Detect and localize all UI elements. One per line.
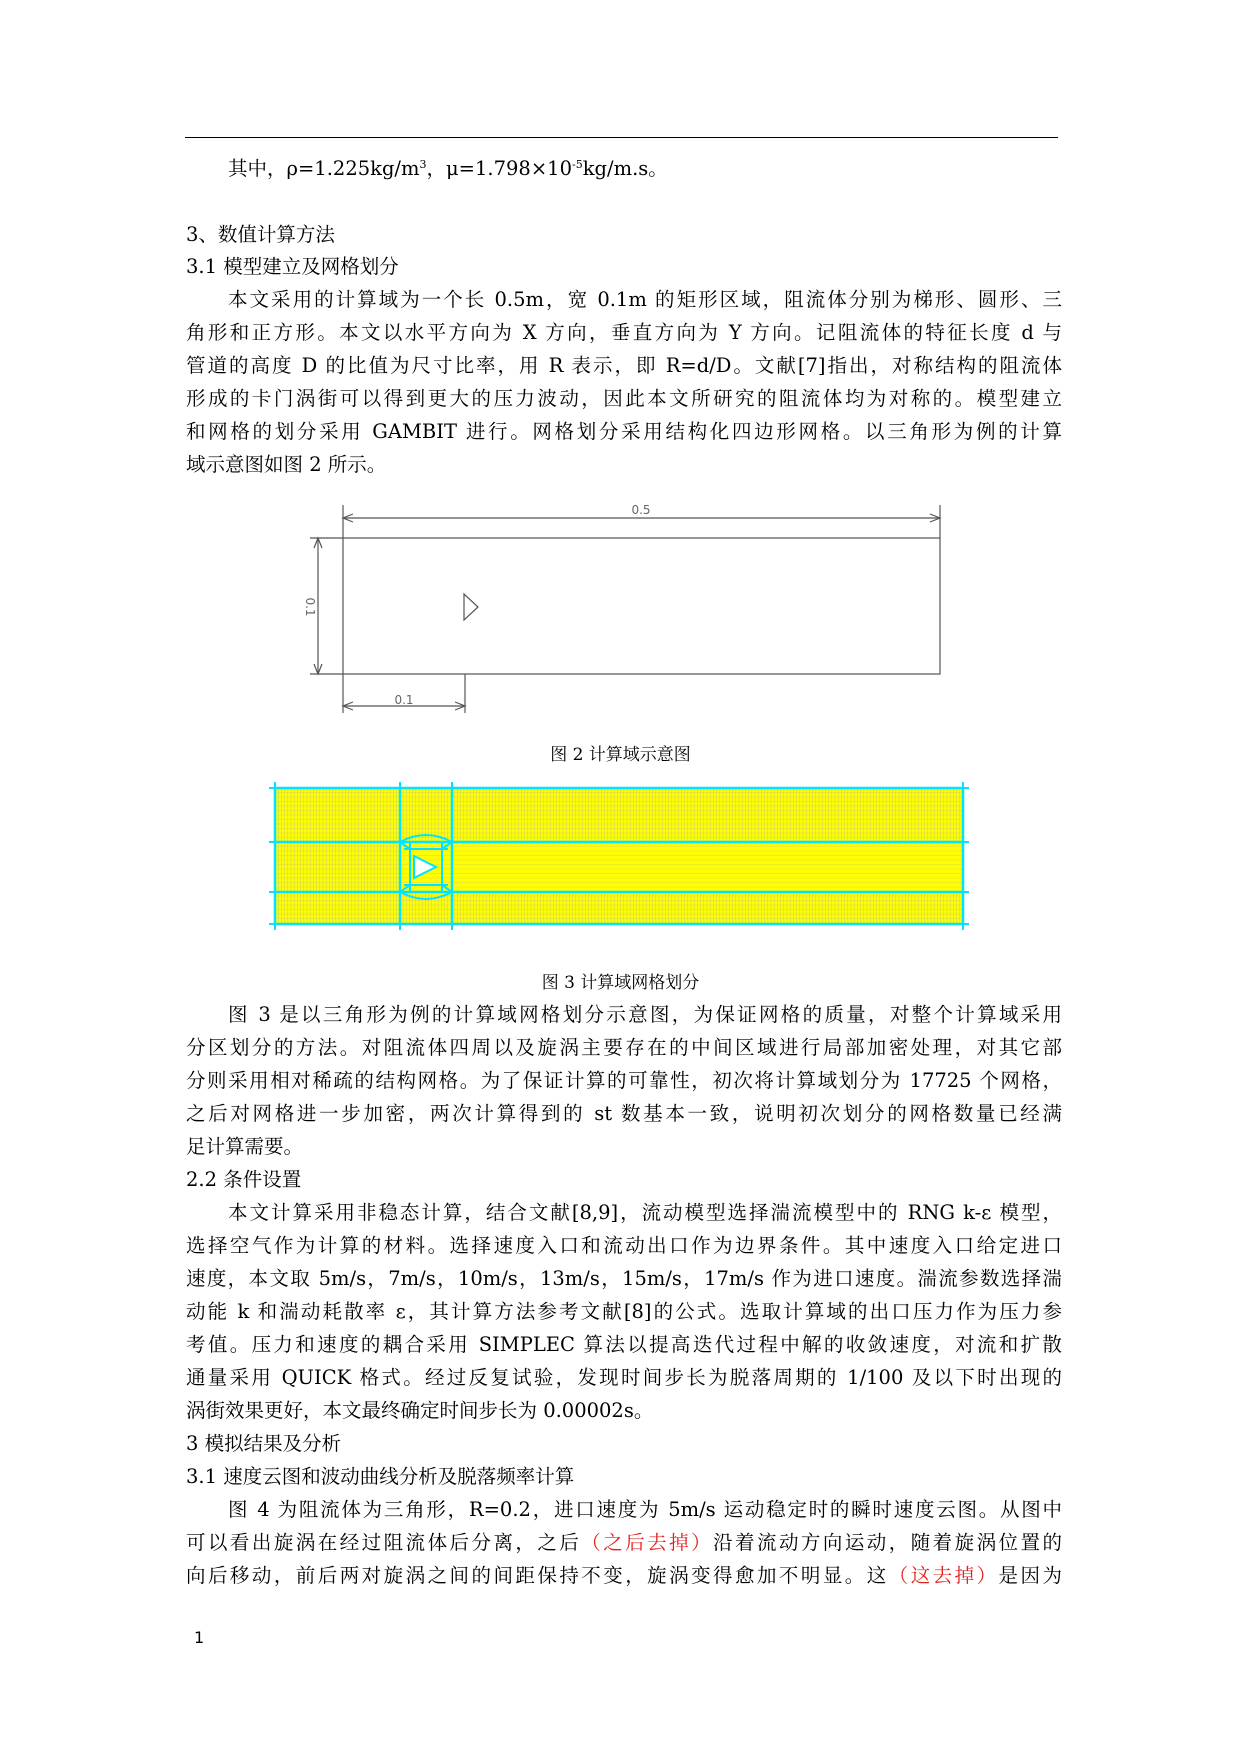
figure-2-caption: 图 2 计算域示意图 [550,745,691,765]
dim-offset-label: 0.1 [394,693,414,707]
dim-length-label: 0.5 [631,503,651,517]
para3-line: 考值。压力和速度的耦合采用 SIMPLEC 算法以提高迭代过程中解的收敛速度，对流和扩散 [186,1333,1062,1356]
para2-line: 之后对网格进一步加密，两次计算得到的 st 数基本一致，说明初次划分的网格数量已经满 [186,1102,1062,1125]
para2-line: 足计算需要。 [186,1135,304,1158]
triangle-bluff-body [464,594,478,620]
para2-line: 分则采用相对稀疏的结构网格。为了保证计算的可靠性，初次将计算域划分为 17725 个网格， [186,1069,1062,1092]
section-heading-3-1: 3.1 模型建立及网格划分 [186,255,399,278]
para1-line: 形成的卡门涡街可以得到更大的压力波动，因此本文所研究的阻流体均为对称的。模型建立 [186,387,1062,410]
para3-line: 通量采用 QUICK 格式。经过反复试验，发现时间步长为脱落周期的 1/100 及以下时出现的 [186,1366,1062,1389]
para3-line: 本文计算采用非稳态计算，结合文献[8,9]，流动模型选择湍流模型中的 RNG k-ε 模型， [228,1201,1062,1224]
figure-3-caption: 图 3 计算域网格划分 [541,973,700,993]
para2-line: 图 3 是以三角形为例的计算域网格划分示意图，为保证网格的质量，对整个计算域采用 [228,1003,1062,1026]
para1-line: 管道的高度 D 的比值为尺寸比率，用 R 表示，即 R=d/D。文献[7]指出，对称结构的阻流体 [186,354,1062,377]
domain-rectangle [343,538,940,674]
section-heading-3: 3、数值计算方法 [186,223,335,246]
page-number: 1 [194,1628,205,1647]
para1-line: 域示意图如图 2 所示。 [186,453,387,476]
formula-line: 其中，$\rho=1.225kg/m^3$，$\mu=1.798\times 10^{-5}kg/m.s$。 [228,157,668,180]
section-heading-2-2: 2.2 条件设置 [186,1168,302,1191]
figure-3-mesh [0,770,1241,940]
para4-line: 可以看出旋涡在经过阻流体后分离，之后（之后去掉）沿着流动方向运动，随着旋涡位置的 [186,1531,1062,1554]
para3-line: 选择空气作为计算的材料。选择速度入口和流动出口作为边界条件。其中速度入口给定进口 [186,1234,1062,1257]
edit-note: （之后去掉） [581,1531,714,1554]
mesh-domain [275,788,963,924]
para3-line: 速度，本文取 5m/s，7m/s，10m/s，13m/s，15m/s，17m/s 作为进口速度。湍流参数选择湍 [186,1267,1062,1290]
para3-line: 涡街效果更好，本文最终确定时间步长为 0.00002s。 [186,1399,654,1422]
para3-line: 动能 k 和湍动耗散率 ε，其计算方法参考文献[8]的公式。选取计算域的出口压力作为压力参 [186,1300,1062,1323]
dim-height-label: 0.1 [303,597,317,617]
para1-line: 和网格的划分采用 GAMBIT 进行。网格划分采用结构化四边形网格。以三角形为例的计算 [186,420,1062,443]
edit-note: （这去掉） [888,1564,999,1587]
para4-line: 图 4 为阻流体为三角形，R=0.2，进口速度为 5m/s 运动稳定时的瞬时速度云图。从图中 [228,1498,1062,1521]
section-heading-3-results: 3 模拟结果及分析 [186,1432,342,1455]
para1-line: 角形和正方形。本文以水平方向为 X 方向，垂直方向为 Y 方向。记阻流体的特征长度 d 与 [186,321,1062,344]
section-heading-3-1-velocity: 3.1 速度云图和波动曲线分析及脱落频率计算 [186,1465,575,1488]
para2-line: 分区划分的方法。对阻流体四周以及旋涡主要存在的中间区域进行局部加密处理，对其它部 [186,1036,1062,1059]
figure-2-domain-sketch [0,0,1241,760]
para4-line: 向后移动，前后两对旋涡之间的间距保持不变，旋涡变得愈加不明显。这（这去掉）是因为 [186,1564,1062,1587]
para1-line: 本文采用的计算域为一个长 0.5m，宽 0.1m 的矩形区域，阻流体分别为梯形、圆形、三 [228,288,1062,311]
